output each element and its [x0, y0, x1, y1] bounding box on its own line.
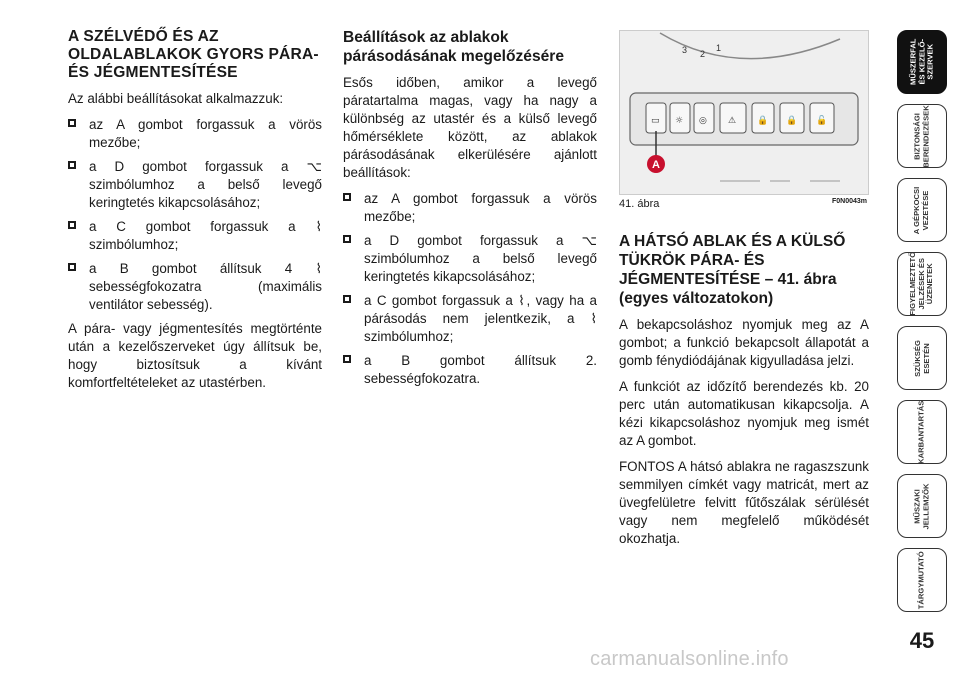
settings-list	[68, 116, 322, 314]
column-left	[68, 28, 322, 400]
figure-callout-label: A	[652, 159, 660, 171]
figure-caption	[619, 198, 869, 210]
checkbox-bullet-icon	[343, 193, 351, 201]
closing-text: A pára- vagy jégmentesítés megtörténte után a kezelőszerveket úgy állítsuk be, hogy biztosítsuk a kívánt komfortfeltételeket az utastérben.	[68, 321, 322, 390]
svg-text:▭: ▭	[651, 116, 660, 126]
important-note: FONTOS A hátsó ablakra ne ragaszszunk semmilyen címkét vagy matricát, mert az üvegfelületre felvitt fűtőszálak sérülését vagy nem megfelelő működését okozhatja.	[619, 459, 869, 546]
tab-warnings[interactable]: FIGYELMEZTETŐ JELZÉSEK ÉS ÜZENETEK	[897, 252, 947, 316]
tab-dashboard-controls[interactable]: MŰSZERFAL ÉS KEZELŐ- SZERVEK	[897, 30, 947, 94]
intro-text: Esős időben, amikor a levegő páratartalma magas, vagy ha nagy a különbség az utastér és a külső levegő hőmérséklete között, az ablakok párásodásának elkerülésére ajánlott beállítások:	[343, 75, 597, 180]
button-panel-illustration	[620, 31, 869, 195]
tab-safety-devices[interactable]: BIZTONSÁGI BERENDEZÉSEK	[897, 104, 947, 168]
list-item: a B gombot állítsuk 2. sebességfokozatra.	[343, 352, 597, 388]
svg-text:🔒: 🔒	[786, 116, 798, 126]
tab-emergency[interactable]: SZÜKSÉG ESETÉN	[897, 326, 947, 390]
list-item: a C gombot forgassuk a ⌇ szimbólumhoz;	[68, 218, 322, 254]
tab-technical-specs[interactable]: MŰSZAKI JELLEMZŐK	[897, 474, 947, 538]
paragraph: A bekapcsoláshoz nyomjuk meg az A gombot; a funkció bekapcsolt állapotát a gomb fénydiódájának kigyulladása jelzi.	[619, 317, 869, 368]
tab-driving[interactable]: A GÉPKOCSI VEZETÉSE	[897, 178, 947, 242]
section-heading-fog-prevention: Beállítások az ablakok párásodásának megelőzésére	[343, 29, 565, 65]
tab-maintenance[interactable]: KARBANTARTÁS	[897, 400, 947, 464]
checkbox-bullet-icon	[68, 119, 76, 127]
intro-text: Az alábbi beállításokat alkalmazzuk:	[68, 91, 284, 106]
column-middle	[343, 28, 597, 394]
checkbox-bullet-icon	[68, 221, 76, 229]
watermark: carmanualsonline.info	[590, 648, 789, 670]
figure-code: F0N0043m	[831, 198, 867, 205]
column-right	[619, 232, 869, 556]
list-item: a D gombot forgassuk a ⌥ szimbólumhoz a belső levegő keringtetés kikapcsolásához;	[343, 232, 597, 286]
list-item: a D gombot forgassuk a ⌥ szimbólumhoz a belső levegő keringtetés kikapcsolásához;	[68, 158, 322, 212]
svg-text:3: 3	[682, 45, 688, 55]
list-item: az A gombot forgassuk a vörös mezőbe;	[68, 116, 322, 152]
svg-text:1: 1	[716, 43, 722, 53]
list-item: a C gombot forgassuk a ⌇, vagy ha a párásodás nem jelentkezik, a ⌇ szimbólumhoz;	[343, 292, 597, 346]
settings-list	[343, 190, 597, 388]
svg-text:◎: ◎	[699, 116, 707, 126]
checkbox-bullet-icon	[68, 263, 76, 271]
page-number: 45	[909, 628, 935, 653]
checkbox-bullet-icon	[343, 295, 351, 303]
svg-text:🔓: 🔓	[816, 116, 828, 126]
dashboard-button-figure	[619, 30, 869, 195]
svg-text:2: 2	[700, 49, 706, 59]
list-item: a B gombot állítsuk 4 ⌇ sebességfokozatra (maximális ventilátor sebesség).	[68, 260, 322, 314]
section-heading-rear-window: A HÁTSÓ ABLAK ÉS A KÜLSŐ TÜKRÖK PÁRA- ÉS JÉGMENTESÍTÉSE – 41. ábra (egyes változatokon)	[619, 233, 846, 307]
list-item: az A gombot forgassuk a vörös mezőbe;	[343, 190, 597, 226]
checkbox-bullet-icon	[343, 235, 351, 243]
checkbox-bullet-icon	[343, 355, 351, 363]
section-heading-quick-defrost: A SZÉLVÉDŐ ÉS AZ OLDALABLAKOK GYORS PÁRA- ÉS JÉGMENTESÍTÉSE	[68, 28, 319, 81]
svg-text:🔒: 🔒	[757, 116, 769, 126]
svg-text:☼: ☼	[675, 116, 684, 126]
tab-index[interactable]: TÁRGYMUTATÓ	[897, 548, 947, 612]
paragraph: A funkciót az időzítő berendezés kb. 20 perc után automatikusan kikapcsolja. A kézi kikapcsoláshoz nyomjuk meg ismét az A gombot.	[619, 379, 869, 448]
svg-text:⚠: ⚠	[728, 116, 737, 126]
figure-caption-text: 41. ábra	[619, 198, 660, 210]
checkbox-bullet-icon	[68, 161, 76, 169]
